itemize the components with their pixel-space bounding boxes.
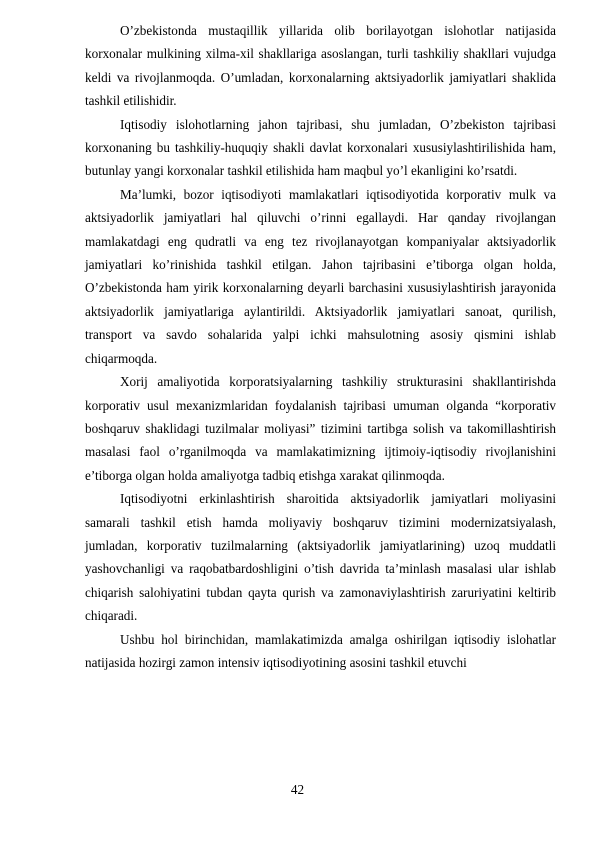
paragraph-4: Xorij amaliyotida korporatsiyalarning tashkiliy strukturasini shakllantirishda korporativ usul mexanizmlaridan foydalanish tajribasi umuman olganda “korporativ boshqaruv shaklidagi tuzilmalar moliyasi” tizimini tartibga solish va takomillashtirish masalasi faol o’rganilmoqda va mamlakatimizning ijtimoiy-iqtisodiy rivojlanishini e’tiborga olgan holda amaliyotga tadbiq etishga xarakat qilinmoqda. (85, 374, 556, 483)
paragraph-6: Ushbu hol birinchidan, mamlakatimizda amalga oshirilgan iqtisodiy islohatlar natijasida hozirgi zamon intensiv iqtisodiyotining asosini tashkil etuvchi (85, 631, 556, 670)
paragraph-2: Iqtisodiy islohotlarning jahon tajribasi, shu jumladan, O’zbekiston tajribasi korxonaning bu tashkiliy-huquqiy shakli davlat korxonalari xususiylashtirilishida ham, butunlay yangi korxonalar tashkil etilishida ham maqbul yo’l ekanligini ko’rsatdi. (85, 116, 556, 179)
page-number: 42 (290, 782, 305, 797)
paragraph-5: Iqtisodiyotni erkinlashtirish sharoitida aktsiyadorlik jamiyatlari moliyasini samarali tashkil etish hamda moliyaviy boshqaruv tizimini modernizatsiyalash, jumladan, korporativ tuzilmalarning (aktsiyadorlik jamiyatlarining) uzoq muddatli yashovchanligi va raqobatbardoshligini o’tish davrida ta’minlash masalasi ular ishlab chiqarish salohiyatini tubdan qayta qurish va zamonaviylashtirish zaruriyatini keltirib chiqaradi. (85, 491, 556, 624)
paragraph-1: O’zbekistonda mustaqillik yillarida olib borilayotgan islohotlar natijasida korxonalar mulkining xilma-xil shakllariga asoslangan, turli tashkiliy shakllari vujudga keldi va rivojlanmoqda. O’umladan, korxonalarning aktsiyadorlik jamiyatlari shaklida tashkil etilishidir. (85, 23, 556, 109)
paragraph-3: Ma’lumki, bozor iqtisodiyoti mamlakatlari iqtisodiyotida korporativ mulk va aktsiyadorlik jamiyatlari hal qiluvchi o’rinni egallaydi. Har qanday rivojlangan mamlakatdagi eng qudratli va eng tez rivojlanayotgan kompaniyalar aktsiyadorlik jamiyatlari ko’rinishida tashkil etilgan. Jahon tajribasini e’tiborga olgan holda, O’zbekistonda ham yirik korxonalarning deyarli barchasini xususiylashtirish jarayonida aktsiyadorlik jamiyatlariga aylantirildi. Aktsiyadorlik jamiyatlari sanoat, qurilish, transport va savdo sohalarida yalpi ichki mahsulotning asosiy qismini ishlab chiqarmoqda. (85, 186, 556, 366)
body-text (85, 19, 556, 674)
